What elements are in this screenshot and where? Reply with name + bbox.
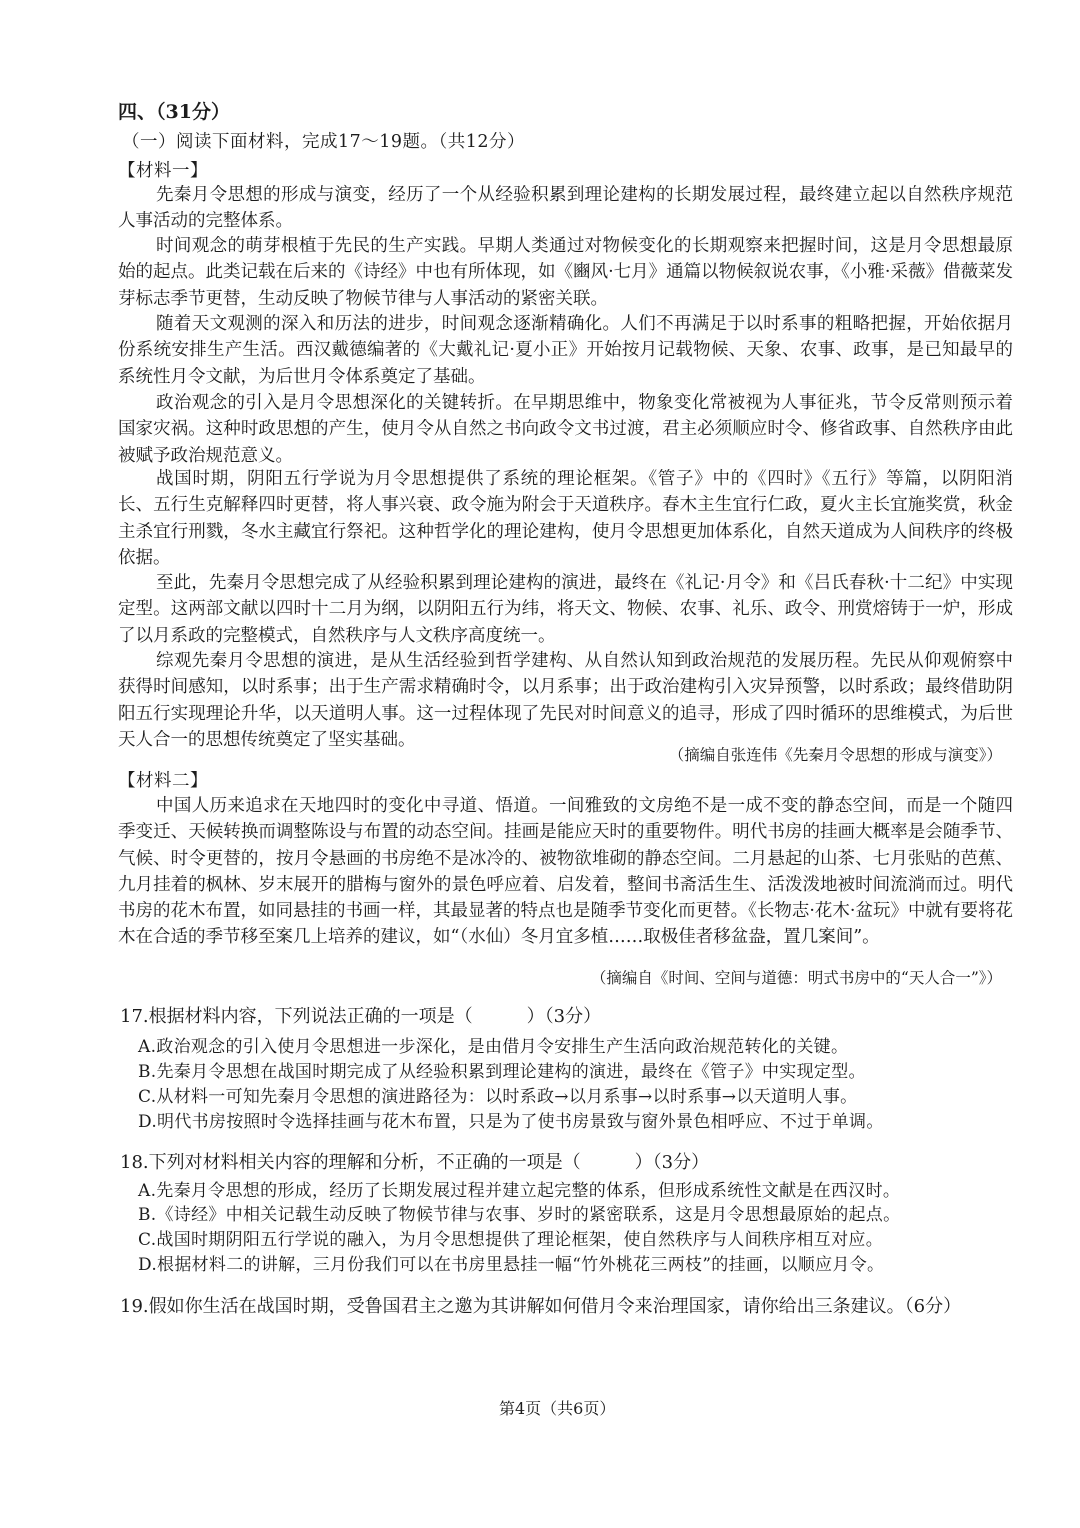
section-title: 四、（31分） xyxy=(118,101,230,123)
question-18-option-a: A.先秦月令思想的形成，经历了长期发展过程并建立起完整的体系，但形成系统性文献是在西汉时。 xyxy=(138,1181,901,1201)
material2-source: （摘编自《时间、空间与道德：明式书房中的“天人合一”》） xyxy=(590,969,1002,987)
material1-paragraph: 先秦月令思想的形成与演变，经历了一个从经验积累到理论建构的长期发展过程，最终建立起以自然秩序规范人事活动的完整体系。 xyxy=(118,185,1013,232)
material1-paragraph: 至此，先秦月令思想完成了从经验积累到理论建构的演进，最终在《礼记·月令》和《吕氏春秋·十二纪》中实现定型。这两部文献以四时十二月为纲，以阴阳五行为纬，将天文、物候、农事、礼乐、政令、刑赏熔铸于一炉，形成了以月系政的完整模式，自然秩序与人文秩序高度统一。 xyxy=(118,573,1013,646)
material1-paragraph: 时间观念的萌芽根植于先民的生产实践。早期人类通过对物候变化的长期观察来把握时间，这是月令思想最原始的起点。此类记载在后来的《诗经》中也有所体现，如《豳风·七月》通篇以物候叙说农事，《小雅·采薇》借薇菜发芽标志季节更替，生动反映了物候节律与人事活动的紧密关联。 xyxy=(118,236,1013,309)
material1-paragraph: 政治观念的引入是月令思想深化的关键转折。在早期思维中，物象变化常被视为人事征兆，节令反常则预示着国家灾祸。这种时政思想的产生，使月令从自然之书向政令文书过渡，君主必须顺应时令、修省政事、自然秩序由此被赋予政治规范意义。 xyxy=(118,393,1013,466)
material1-paragraph: 综观先秦月令思想的演进，是从生活经验到哲学建构、从自然认知到政治规范的发展历程。先民从仰观俯察中获得时间感知，以时系事；出于生产需求精确时令，以月系事；出于政治建构引入灾异预警，以时系政；最终借助阴阳五行实现理论升华，以天道明人事。这一过程体现了先民对时间意义的追寻，形成了四时循环的思维模式，为后世天人合一的思想传统奠定了坚实基础。 xyxy=(118,651,1013,750)
question-18-option-d: D.根据材料二的讲解，三月份我们可以在书房里悬挂一幅“竹外桃花三两枝”的挂画，以顺应月令。 xyxy=(138,1255,885,1275)
material1-paragraph: 随着天文观测的深入和历法的进步，时间观念逐渐精确化。人们不再满足于以时系事的粗略把握，开始依据月份系统安排生产生活。西汉戴德编著的《大戴礼记·夏小正》开始按月记载物候、天象、农事、政事，是已知最早的系统性月令文献，为后世月令体系奠定了基础。 xyxy=(118,314,1013,387)
material2-label: 【材料二】 xyxy=(118,771,208,791)
material1-source: （摘编自张连伟《先秦月令思想的形成与演变》） xyxy=(668,746,1002,764)
material1-paragraph: 战国时期，阴阳五行学说为月令思想提供了系统的理论框架。《管子》中的《四时》《五行》等篇，以阴阳消长、五行生克解释四时更替，将人事兴衰、政令施为附会于天道秩序。春木主生宜行仁政，夏火主长宜施奖赏，秋金主杀宜行刑戮，冬水主藏宜行祭祀。这种哲学化的理论建构，使月令思想更加体系化，自然天道成为人间秩序的终极依据。 xyxy=(118,469,1013,568)
question-17-option-c: C.从材料一可知先秦月令思想的演进路径为：以时系政→以月系事→以时系事→以天道明人事。 xyxy=(138,1087,858,1107)
question-17-option-d: D.明代书房按照时令选择挂画与花木布置，只是为了使书房景致与窗外景色相呼应、不过于单调。 xyxy=(138,1112,884,1132)
question-18-option-b: B.《诗经》中相关记载生动反映了物候节律与农事、岁时的紧密联系，这是月令思想最原始的起点。 xyxy=(138,1205,901,1225)
question-17-option-b: B.先秦月令思想在战国时期完成了从经验积累到理论建构的演进，最终在《管子》中实现定型。 xyxy=(138,1062,866,1082)
material2-paragraph: 中国人历来追求在天地四时的变化中寻道、悟道。一间雅致的文房绝不是一成不变的静态空间，而是一个随四季变迁、天候转换而调整陈设与布置的动态空间。挂画是能应天时的重要物件。明代书房的挂画大概率是会随季节、气候、时令更替的，按月令悬画的书房绝不是冰冷的、被物欲堆砌的静态空间。二月悬起的山茶、七月张贴的芭蕉、九月挂着的枫林、岁末展开的腊梅与窗外的景色呼应着、启发着，整间书斋活生生、活泼泼地被时间流淌而过。明代书房的花木布置，如同悬挂的书画一样，其最显著的特点也是随季节变化而更替。《长物志·花木·盆玩》中就有要将花木在合适的季节移至案几上培养的建议，如“（水仙）冬月宜多植……取极佳者移盆盎，置几案间”。 xyxy=(118,796,1013,948)
question-19-stem: 19.假如你生活在战国时期，受鲁国君主之邀为其讲解如何借月令来治理国家，请你给出三条建议。（6分） xyxy=(120,1296,962,1317)
question-18-option-c: C.战国时期阴阳五行学说的融入，为月令思想提供了理论框架，使自然秩序与人间秩序相互对应。 xyxy=(138,1230,884,1250)
question-17-option-a: A.政治观念的引入使月令思想进一步深化，是由借月令安排生产生活向政治规范转化的关键。 xyxy=(138,1037,849,1057)
section-subtitle: （一）阅读下面材料，完成17～19题。（共12分） xyxy=(122,132,526,152)
material1-label: 【材料一】 xyxy=(118,161,208,181)
question-17-stem: 17.根据材料内容，下列说法正确的一项是（ ）（3分） xyxy=(120,1006,602,1027)
page-footer: 第4页（共6页） xyxy=(499,1399,616,1418)
question-18-stem: 18.下列对材料相关内容的理解和分析，不正确的一项是（ ）（3分） xyxy=(120,1152,710,1173)
